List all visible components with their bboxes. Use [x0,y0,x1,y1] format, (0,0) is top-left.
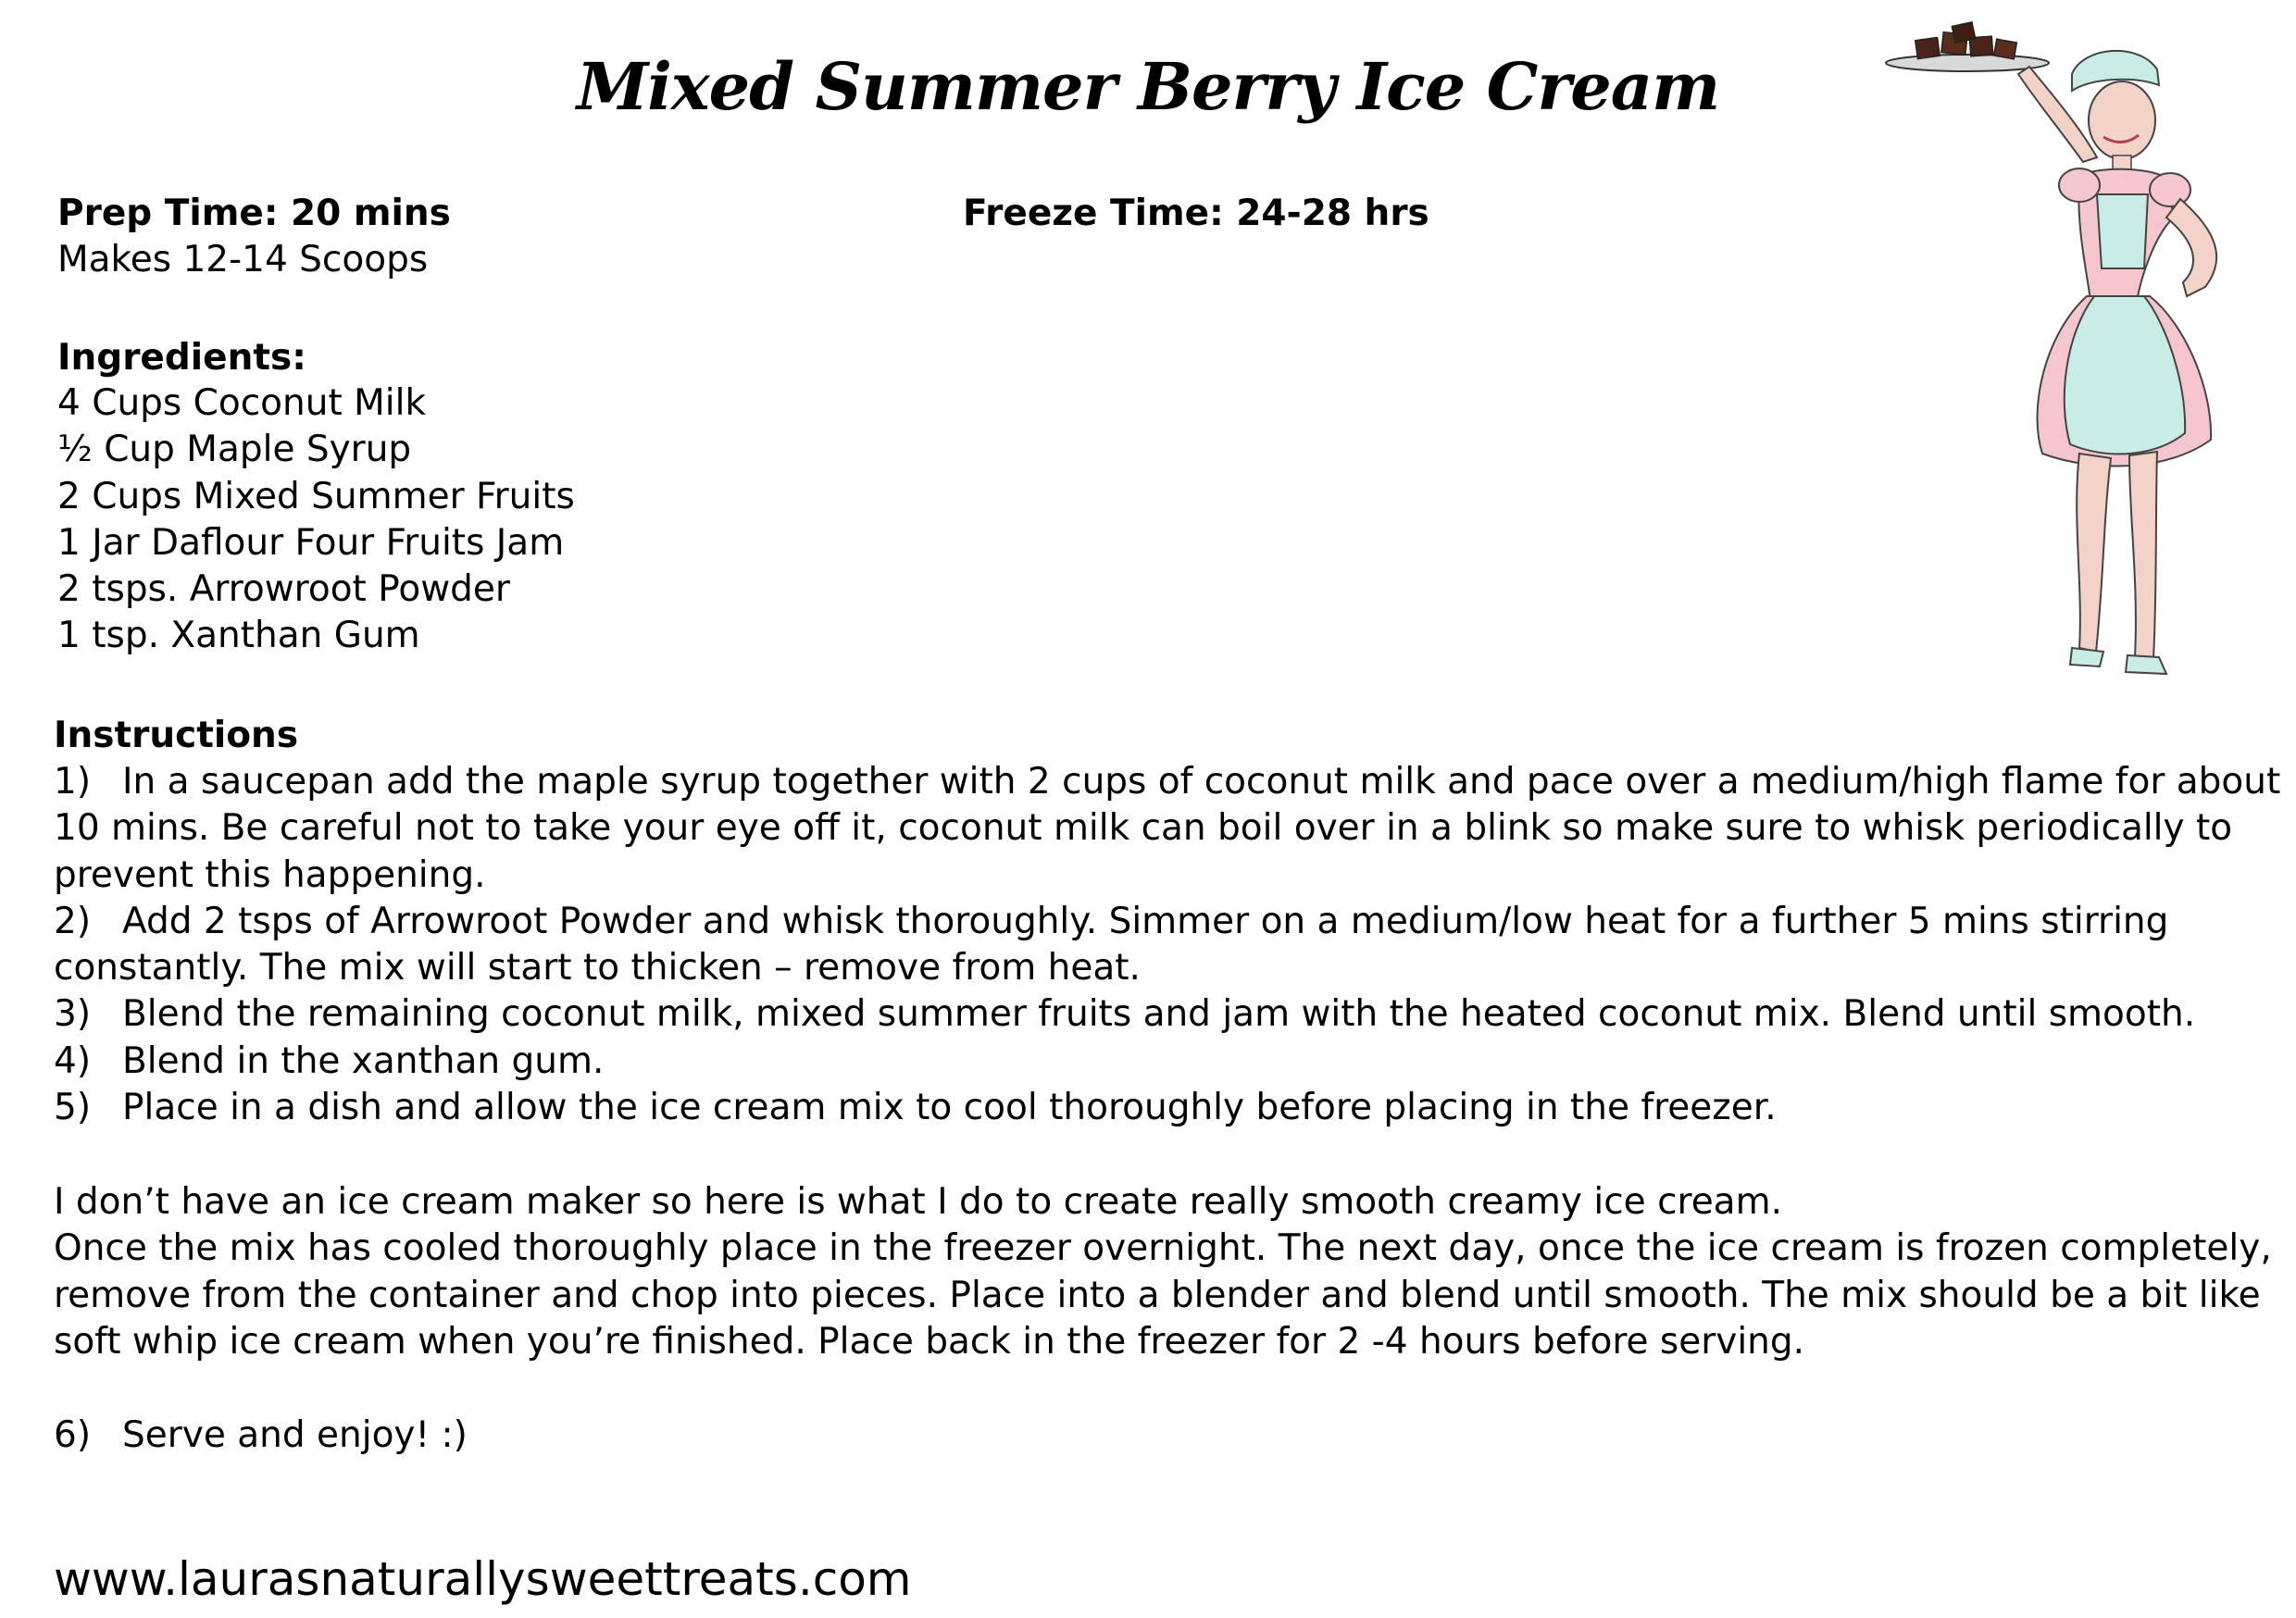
instruction-step [54,1039,2285,1085]
website-url[interactable]: www.laurasnaturallysweettreats.com [54,1552,912,1606]
prep-time: Prep Time: 20 mins [57,193,451,234]
instruction-step [54,1085,2285,1131]
note-paragraph: Once the mix has cooled thoroughly place in the freezer overnight. The next day, once the ice cream is frozen completely, remove from the container and chop into pieces. Place into a blender and blend until smooth. The mix should be a bit like soft whip ice cream when you’re finished. Place back in the freezer for 2 -4 hours before serving. [54,1227,2272,1363]
step-text: Blend the remaining coconut milk, mixed summer fruits and jam with the heated coconut mix. Blend until smooth. [122,993,2196,1036]
tray-icon [1886,22,2049,71]
ingredient-item: 2 tsps. Arrowroot Powder [57,568,510,611]
ingredients-list [57,380,575,660]
pinup-waitress-illustration [1861,19,2287,722]
step-text: Place in a dish and allow the ice cream mix to cool thoroughly before placing in the freezer. [122,1087,1777,1129]
yield-text: Makes 12-14 Scoops [57,239,429,280]
freeze-time: Freeze Time: 24-28 hrs [963,193,1429,234]
step-number: 3) [54,993,92,1036]
instruction-step [54,991,2285,1038]
step-number: 5) [54,1087,92,1129]
step-number: 6) [54,1414,92,1456]
ingredients-heading: Ingredients: [57,337,306,379]
step-text: Blend in the xanthan gum. [122,1039,605,1082]
instructions-list [54,759,2285,1131]
step-text: Serve and enjoy! :) [122,1414,468,1456]
maker-note [54,1179,2285,1365]
step-text: Add 2 tsps of Arrowroot Powder and whisk thoroughly. Simmer on a medium/low heat for a further 5 mins stirring constantly. The mix will start to thicken – remove from heat. [54,900,2169,989]
instruction-step [54,759,2285,899]
instruction-step [54,899,2285,992]
ingredient-item: 1 tsp. Xanthan Gum [57,615,420,657]
final-step [54,1413,468,1459]
step-text: In a saucepan add the maple syrup together with 2 cups of coconut milk and pace over a medium/high flame for about 10 mins. Be careful not to take your eye off it, coconut milk can boil over in a blink so make sure to whisk periodically to prevent this happening. [54,761,2281,896]
ingredient-item: 1 Jar Daflour Four Fruits Jam [57,521,565,564]
note-line: I don’t have an ice cream maker so here is what I do to create really smooth creamy ice cream. [54,1181,1782,1223]
ingredient-item: 2 Cups Mixed Summer Fruits [57,475,575,517]
step-number: 1) [54,761,92,803]
step-number: 2) [54,900,92,942]
step-number: 4) [54,1039,92,1082]
ingredient-item: 4 Cups Coconut Milk [57,382,427,424]
recipe-title: Mixed Summer Berry Ice Cream [576,48,1720,125]
ingredient-item: ½ Cup Maple Syrup [57,429,412,471]
instructions-heading: Instructions [54,715,299,756]
